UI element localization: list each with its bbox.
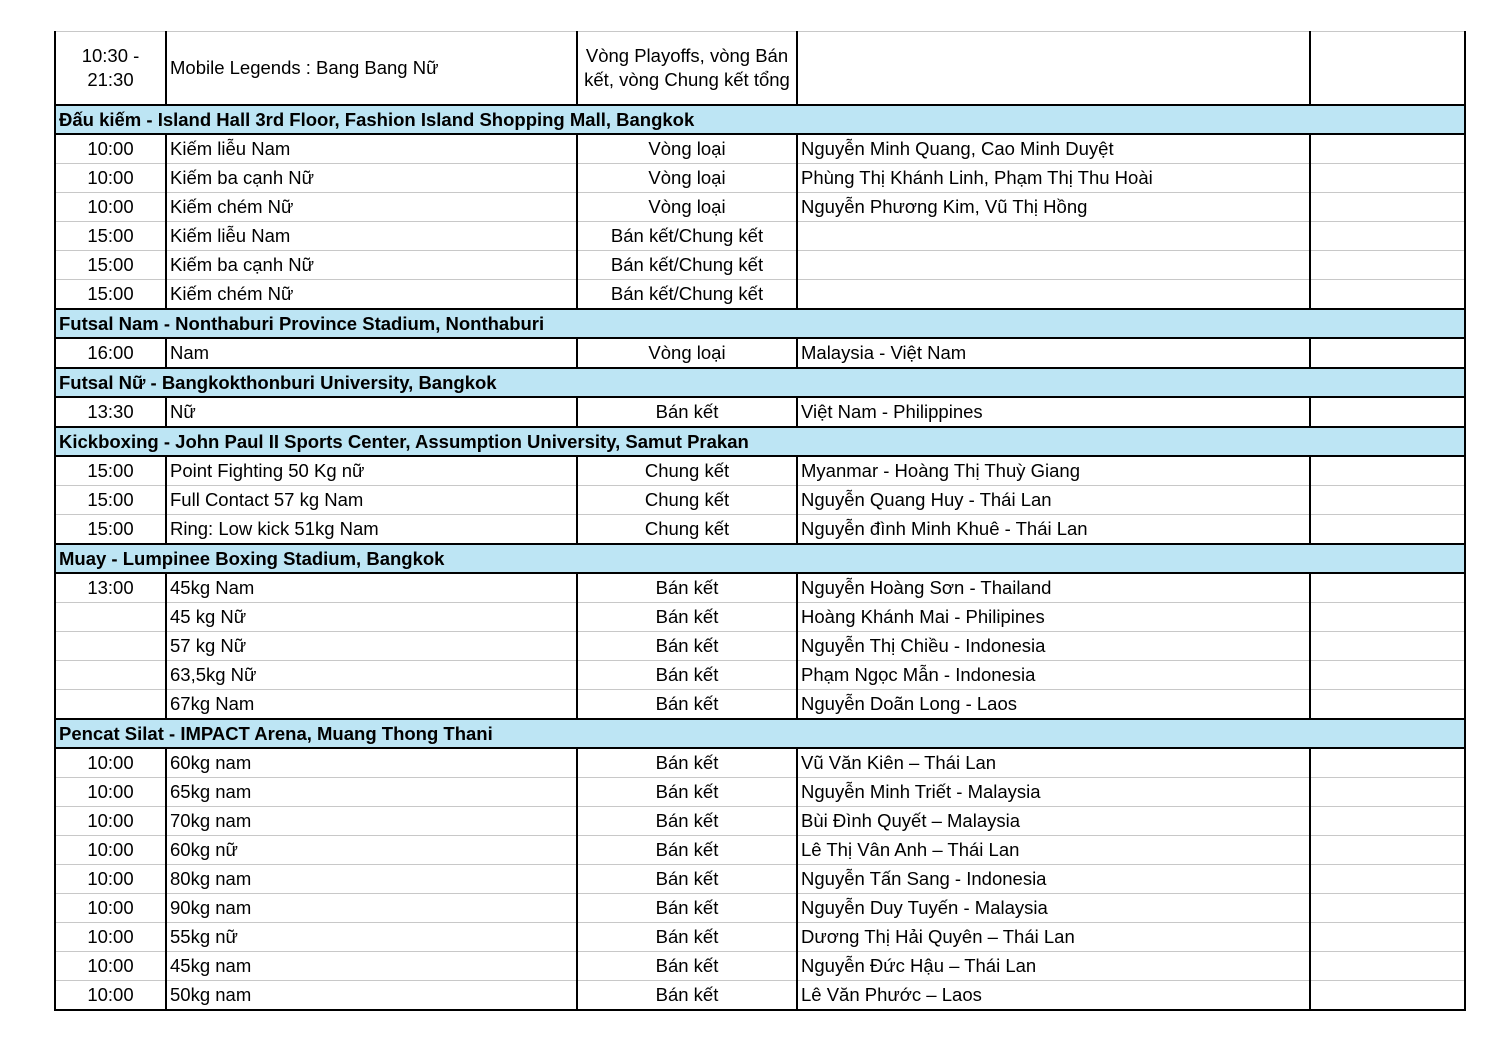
event-cell: 67kg Nam — [166, 690, 577, 720]
section-header: Futsal Nam - Nonthaburi Province Stadium, Nonthaburi — [55, 309, 1465, 338]
round-cell: Bán kết — [577, 573, 797, 603]
round-cell: Vòng loại — [577, 134, 797, 164]
extra-cell — [1310, 397, 1465, 427]
event-cell: 55kg nữ — [166, 923, 577, 952]
table-row — [55, 748, 1465, 778]
extra-cell — [1310, 661, 1465, 690]
table-row — [55, 603, 1465, 632]
event-cell: 45 kg Nữ — [166, 603, 577, 632]
time-cell: 15:00 — [55, 222, 166, 251]
table-row — [55, 981, 1465, 1011]
round-cell: Bán kết — [577, 661, 797, 690]
round-cell: Bán kết — [577, 397, 797, 427]
participants-cell: Lê Văn Phước – Laos — [797, 981, 1310, 1011]
table-row — [55, 193, 1465, 222]
time-cell: 10:30 - 21:30 — [55, 32, 166, 106]
time-cell — [55, 661, 166, 690]
round-cell: Vòng loại — [577, 164, 797, 193]
extra-cell — [1310, 778, 1465, 807]
table-row — [55, 251, 1465, 280]
participants-cell: Nguyễn Thị Chiều - Indonesia — [797, 632, 1310, 661]
table-row — [55, 164, 1465, 193]
participants-cell: Myanmar - Hoàng Thị Thuỳ Giang — [797, 456, 1310, 486]
participants-cell — [797, 222, 1310, 251]
table-row — [55, 923, 1465, 952]
time-cell: 13:30 — [55, 397, 166, 427]
round-cell: Bán kết — [577, 923, 797, 952]
extra-cell — [1310, 134, 1465, 164]
event-cell: 70kg nam — [166, 807, 577, 836]
time-cell: 15:00 — [55, 456, 166, 486]
time-cell — [55, 690, 166, 720]
time-cell: 10:00 — [55, 778, 166, 807]
event-cell: 60kg nam — [166, 748, 577, 778]
participants-cell: Nguyễn Tấn Sang - Indonesia — [797, 865, 1310, 894]
participants-cell: Vũ Văn Kiên – Thái Lan — [797, 748, 1310, 778]
event-cell: 50kg nam — [166, 981, 577, 1011]
participants-cell: Nguyễn Minh Triết - Malaysia — [797, 778, 1310, 807]
event-cell: Kiếm ba cạnh Nữ — [166, 251, 577, 280]
extra-cell — [1310, 807, 1465, 836]
table-row — [55, 280, 1465, 310]
event-cell: 63,5kg Nữ — [166, 661, 577, 690]
round-cell: Vòng loại — [577, 338, 797, 368]
extra-cell — [1310, 690, 1465, 720]
round-cell: Bán kết — [577, 894, 797, 923]
event-cell: 60kg nữ — [166, 836, 577, 865]
round-cell: Chung kết — [577, 486, 797, 515]
event-cell: 80kg nam — [166, 865, 577, 894]
extra-cell — [1310, 952, 1465, 981]
event-cell: Point Fighting 50 Kg nữ — [166, 456, 577, 486]
event-cell: Kiếm ba cạnh Nữ — [166, 164, 577, 193]
participants-cell: Nguyễn Phương Kim, Vũ Thị Hồng — [797, 193, 1310, 222]
round-cell: Vòng loại — [577, 193, 797, 222]
extra-cell — [1310, 338, 1465, 368]
participants-cell — [797, 32, 1310, 106]
participants-cell: Nguyễn Minh Quang, Cao Minh Duyệt — [797, 134, 1310, 164]
event-cell: Ring: Low kick 51kg Nam — [166, 515, 577, 545]
table-row — [55, 894, 1465, 923]
time-cell: 13:00 — [55, 573, 166, 603]
section-header: Futsal Nữ - Bangkokthonburi University, Bangkok — [55, 368, 1465, 397]
event-cell: Kiếm liễu Nam — [166, 222, 577, 251]
time-cell: 10:00 — [55, 134, 166, 164]
round-cell: Bán kết/Chung kết — [577, 280, 797, 310]
event-cell: Mobile Legends : Bang Bang Nữ — [166, 32, 577, 106]
extra-cell — [1310, 32, 1465, 106]
section-header: Pencat Silat - IMPACT Arena, Muang Thong Thani — [55, 719, 1465, 748]
table-row — [55, 573, 1465, 603]
round-cell: Bán kết — [577, 603, 797, 632]
extra-cell — [1310, 251, 1465, 280]
extra-cell — [1310, 280, 1465, 310]
time-cell: 10:00 — [55, 164, 166, 193]
extra-cell — [1310, 193, 1465, 222]
extra-cell — [1310, 164, 1465, 193]
round-cell: Bán kết — [577, 952, 797, 981]
participants-cell: Nguyễn Hoàng Sơn - Thailand — [797, 573, 1310, 603]
round-cell: Bán kết — [577, 865, 797, 894]
table-row — [55, 397, 1465, 427]
table-row — [55, 836, 1465, 865]
section-header: Kickboxing - John Paul II Sports Center, Assumption University, Samut Prakan — [55, 427, 1465, 456]
extra-cell — [1310, 456, 1465, 486]
participants-cell: Nguyễn Doãn Long - Laos — [797, 690, 1310, 720]
table-row — [55, 338, 1465, 368]
table-row — [55, 690, 1465, 720]
schedule-sheet — [54, 31, 1464, 1011]
event-cell: 45kg Nam — [166, 573, 577, 603]
time-cell: 15:00 — [55, 486, 166, 515]
time-cell — [55, 603, 166, 632]
event-cell: 45kg nam — [166, 952, 577, 981]
participants-cell: Lê Thị Vân Anh – Thái Lan — [797, 836, 1310, 865]
participants-cell — [797, 251, 1310, 280]
extra-cell — [1310, 981, 1465, 1011]
time-cell: 15:00 — [55, 515, 166, 545]
table-row — [55, 778, 1465, 807]
participants-cell: Phạm Ngọc Mẫn - Indonesia — [797, 661, 1310, 690]
event-cell: Nam — [166, 338, 577, 368]
event-cell: Nữ — [166, 397, 577, 427]
time-cell: 15:00 — [55, 251, 166, 280]
time-cell: 10:00 — [55, 836, 166, 865]
round-cell: Bán kết — [577, 836, 797, 865]
round-cell: Bán kết — [577, 778, 797, 807]
round-cell: Bán kết/Chung kết — [577, 222, 797, 251]
time-cell: 10:00 — [55, 748, 166, 778]
time-cell — [55, 632, 166, 661]
participants-cell: Malaysia - Việt Nam — [797, 338, 1310, 368]
event-cell: Kiếm chém Nữ — [166, 193, 577, 222]
time-cell: 10:00 — [55, 981, 166, 1011]
schedule-table — [54, 31, 1466, 1011]
table-row — [55, 807, 1465, 836]
time-cell: 10:00 — [55, 952, 166, 981]
extra-cell — [1310, 836, 1465, 865]
section-header-row — [55, 427, 1465, 456]
extra-cell — [1310, 865, 1465, 894]
extra-cell — [1310, 515, 1465, 545]
time-cell: 16:00 — [55, 338, 166, 368]
section-header-row — [55, 719, 1465, 748]
event-cell: Kiếm chém Nữ — [166, 280, 577, 310]
round-cell: Chung kết — [577, 456, 797, 486]
round-cell: Chung kết — [577, 515, 797, 545]
round-cell: Bán kết — [577, 807, 797, 836]
extra-cell — [1310, 632, 1465, 661]
event-cell: 65kg nam — [166, 778, 577, 807]
event-cell: Full Contact 57 kg Nam — [166, 486, 577, 515]
extra-cell — [1310, 486, 1465, 515]
time-cell: 10:00 — [55, 807, 166, 836]
table-row — [55, 661, 1465, 690]
extra-cell — [1310, 222, 1465, 251]
event-cell: 90kg nam — [166, 894, 577, 923]
schedule-body — [55, 32, 1465, 1011]
participants-cell: Nguyễn đình Minh Khuê - Thái Lan — [797, 515, 1310, 545]
section-header: Muay - Lumpinee Boxing Stadium, Bangkok — [55, 544, 1465, 573]
table-row — [55, 515, 1465, 545]
participants-cell: Nguyễn Đức Hậu – Thái Lan — [797, 952, 1310, 981]
table-row — [55, 32, 1465, 106]
event-cell: 57 kg Nữ — [166, 632, 577, 661]
time-cell: 10:00 — [55, 923, 166, 952]
extra-cell — [1310, 748, 1465, 778]
extra-cell — [1310, 603, 1465, 632]
section-header-row — [55, 309, 1465, 338]
section-header-row — [55, 544, 1465, 573]
participants-cell: Dương Thị Hải Quyên – Thái Lan — [797, 923, 1310, 952]
round-cell: Bán kết — [577, 632, 797, 661]
participants-cell: Hoàng Khánh Mai - Philipines — [797, 603, 1310, 632]
table-row — [55, 632, 1465, 661]
section-header-row — [55, 368, 1465, 397]
round-cell: Vòng Playoffs, vòng Bán kết, vòng Chung kết tổng — [577, 32, 797, 106]
participants-cell: Nguyễn Quang Huy - Thái Lan — [797, 486, 1310, 515]
table-row — [55, 456, 1465, 486]
table-row — [55, 134, 1465, 164]
participants-cell: Phùng Thị Khánh Linh, Phạm Thị Thu Hoài — [797, 164, 1310, 193]
section-header-row — [55, 105, 1465, 134]
time-cell: 10:00 — [55, 894, 166, 923]
round-cell: Bán kết/Chung kết — [577, 251, 797, 280]
time-cell: 10:00 — [55, 865, 166, 894]
extra-cell — [1310, 923, 1465, 952]
time-cell: 10:00 — [55, 193, 166, 222]
event-cell: Kiếm liễu Nam — [166, 134, 577, 164]
participants-cell: Việt Nam - Philippines — [797, 397, 1310, 427]
table-row — [55, 222, 1465, 251]
participants-cell: Nguyễn Duy Tuyến - Malaysia — [797, 894, 1310, 923]
participants-cell: Bùi Đình Quyết – Malaysia — [797, 807, 1310, 836]
section-header: Đấu kiếm - Island Hall 3rd Floor, Fashion Island Shopping Mall, Bangkok — [55, 105, 1465, 134]
table-row — [55, 952, 1465, 981]
table-row — [55, 865, 1465, 894]
extra-cell — [1310, 894, 1465, 923]
time-cell: 15:00 — [55, 280, 166, 310]
extra-cell — [1310, 573, 1465, 603]
table-row — [55, 486, 1465, 515]
round-cell: Bán kết — [577, 748, 797, 778]
participants-cell — [797, 280, 1310, 310]
round-cell: Bán kết — [577, 690, 797, 720]
round-cell: Bán kết — [577, 981, 797, 1011]
